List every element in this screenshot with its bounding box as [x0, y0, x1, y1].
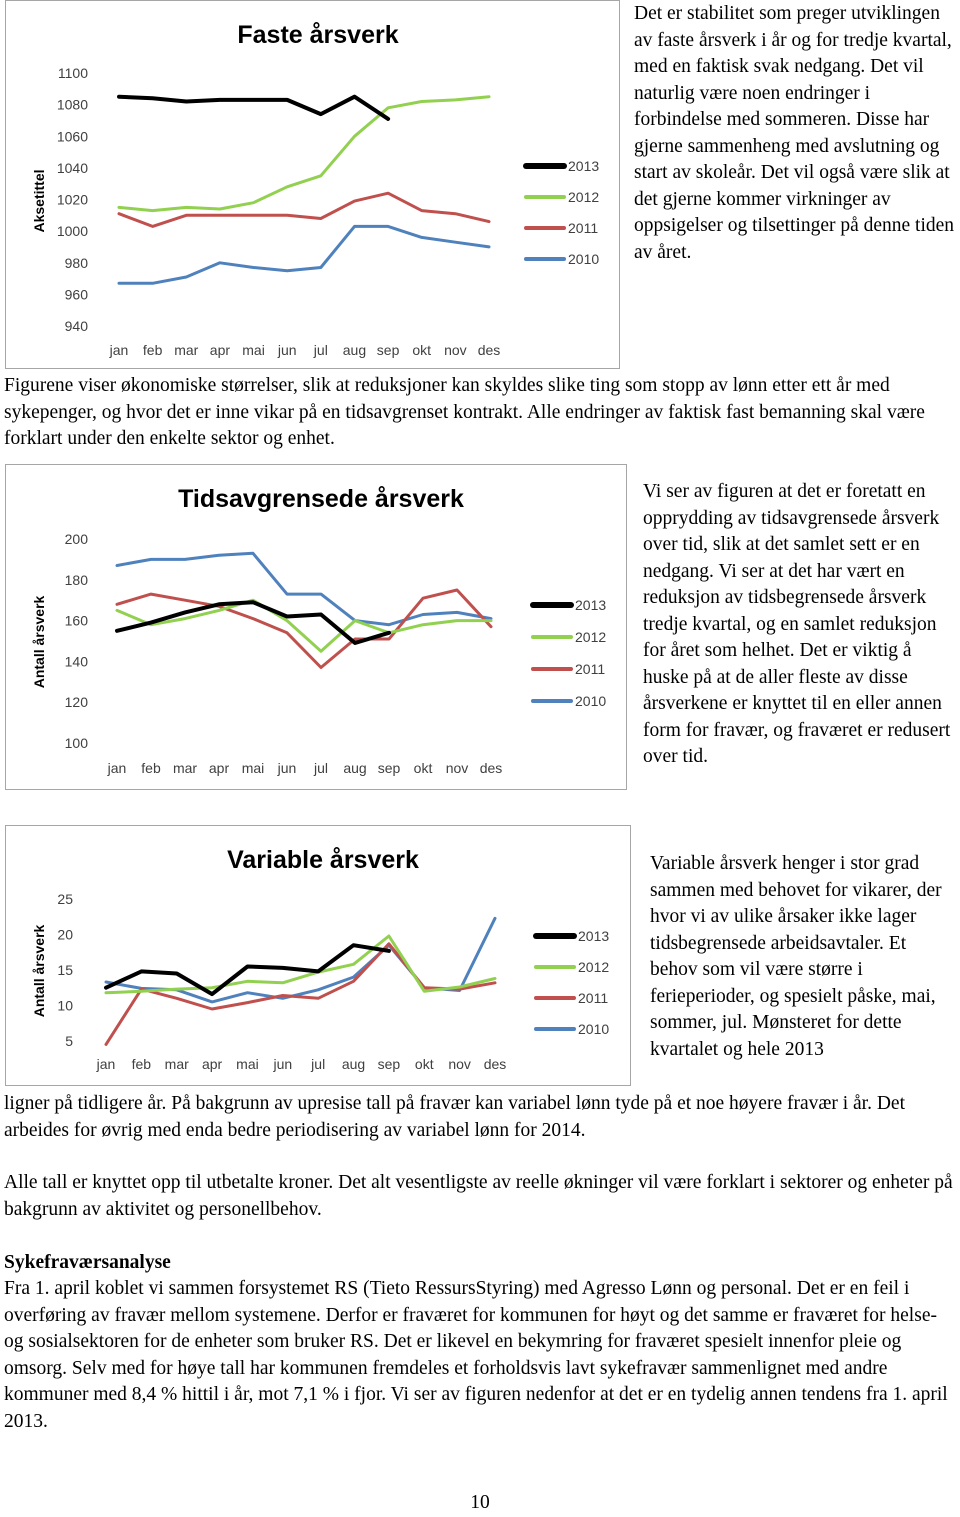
series-line-2013 [119, 97, 388, 119]
x-tick-label: sep [377, 1056, 401, 1072]
sykefravaer-heading: Sykefraværsanalyse [4, 1252, 171, 1273]
x-tick-label: nov [445, 760, 469, 776]
x-tick-label: okt [414, 1056, 434, 1072]
legend-label-2011: 2011 [568, 220, 599, 236]
y-tick-label: 1000 [56, 223, 88, 240]
var-side-text: Variable årsverk henger i stor grad sammen med behovet for vikarer, der hvor vi av ulike årsaker ikke lager tidsbegrensede arbeidsavtaler. Et behov som vil være større i ferieperioder, og spesielt påske, mai, sommer, jul. Mønsteret for dette kvartalet og hele 2013 [650, 853, 942, 1060]
figurene-paragraph: Figurene viser økonomiske størrelser, slik at reduksjoner kan skyldes slike ting som stopp av lønn etter ett år med sykepenger, og hvor det er inne vikar på en tidsavgrenset kontrakt. Alle endringer av faktisk fast bemanning skal være forklart under den enkelte sektor og enhet. [4, 375, 925, 449]
y-axis-label: Antall årsverk [31, 924, 47, 1018]
y-tick-label: 960 [64, 286, 88, 303]
x-tick-label: feb [141, 760, 161, 776]
y-axis-label: Antall årsverk [31, 595, 47, 689]
legend-label-2011: 2011 [575, 661, 606, 677]
series-line-2013 [106, 945, 389, 994]
x-tick-label: des [483, 1056, 507, 1072]
x-tick-label: jan [96, 1056, 116, 1072]
x-tick-label: mar [174, 342, 199, 358]
chart-title: Variable årsverk [227, 846, 419, 874]
x-tick-label: jun [277, 760, 297, 776]
x-tick-label: feb [131, 1056, 152, 1072]
x-tick-label: okt [412, 342, 432, 358]
legend-label-2010: 2010 [568, 251, 600, 267]
y-tick-label: 1080 [56, 96, 88, 113]
x-tick-label: feb [142, 342, 163, 358]
y-tick-label: 180 [64, 571, 88, 588]
x-tick-label: jul [313, 342, 328, 358]
y-tick-label: 25 [57, 891, 73, 908]
chart-tidsavgrensede-svg [6, 465, 626, 789]
x-tick-label: aug [341, 1056, 366, 1072]
x-tick-label: okt [413, 760, 433, 776]
series-line-2011 [117, 590, 491, 668]
y-tick-label: 1020 [56, 191, 88, 208]
y-tick-label: 100 [64, 735, 88, 751]
y-tick-label: 1100 [57, 65, 88, 81]
alle-tall-paragraph: Alle tall er knyttet opp til utbetalte kroner. Det alt vesentligste av reelle økninger vil være forklart i sektorer og enheter på bakgrunn av aktivitet og personellbehov. [4, 1172, 953, 1220]
x-tick-label: des [479, 760, 503, 776]
sykefravaer-paragraph: Fra 1. april koblet vi sammen forsystemet RS (Tieto RessursStyring) med Agresso Lønn og personal. Det er en feil i overføring av fravær mellom systemene. Derfor er fraværet for kommunen for høyt og det samme er fraværet for helse- og sosialsektoren for de enheter som bruker RS. Det er likevel en bekymring for fraværet spesielt innenfor pleie og omsorg. Selv med for høye tall har kommunen fremdeles et forholdsvis lavt sykefravær sammenlignet med andre kommuner med 8,4 % hittil i år, mot 7,1 % i fjor. Vi ser av figuren nedenfor at det er en tydelig annen tendens fra 1. april 2013. [4, 1278, 948, 1432]
x-tick-label: mai [242, 342, 265, 358]
chart-variable-arsverk [5, 825, 631, 1086]
legend-label-2010: 2010 [578, 1021, 610, 1037]
x-tick-label: jan [107, 760, 127, 776]
x-tick-label: sep [376, 342, 400, 358]
x-tick-label: des [477, 342, 501, 358]
tids-side-text: Vi ser av figuren at det er foretatt en opprydding av tidsavgrensede årsverk over tid, slik at det samlet sett er en nedgang. Vi ser at det har vært en reduksjon av tidsbegrensede årsverk tredje kvartal, og en samlet reduksjon for året som helhet. Det er viktig å huske på at de aller fleste av disse årsverkene er knyttet til en eller annen form for fravær, og fraværet er redusert over tid. [643, 481, 951, 767]
x-tick-label: nov [444, 342, 467, 358]
legend-label-2012: 2012 [568, 189, 600, 205]
chart-title: Faste årsverk [237, 21, 399, 49]
legend-label-2013: 2013 [578, 928, 610, 944]
x-tick-label: sep [377, 760, 401, 776]
y-tick-label: 15 [57, 962, 73, 978]
chart-faste-arsverk [5, 0, 620, 369]
chart-tidsavgrensede-arsverk [5, 464, 627, 790]
series-line-2013 [117, 602, 389, 643]
y-tick-label: 10 [57, 997, 73, 1014]
x-tick-label: apr [208, 760, 230, 776]
x-tick-label: jan [109, 342, 129, 358]
x-tick-label: mai [241, 760, 265, 776]
x-tick-label: jul [311, 1056, 326, 1072]
chart-variable-svg [6, 826, 630, 1085]
y-tick-label: 940 [64, 318, 88, 334]
legend-label-2011: 2011 [578, 990, 609, 1006]
chart-faste-svg [6, 1, 619, 368]
y-tick-label: 5 [65, 1032, 73, 1049]
x-tick-label: apr [209, 342, 231, 358]
x-tick-label: jun [277, 342, 297, 358]
legend-label-2013: 2013 [568, 158, 600, 174]
series-line-2012 [106, 936, 495, 993]
series-line-2010 [119, 226, 489, 283]
y-axis-label: Aksetittel [31, 169, 47, 233]
x-tick-label: apr [201, 1056, 223, 1072]
y-tick-label: 200 [64, 531, 88, 547]
legend-label-2010: 2010 [575, 693, 607, 709]
y-tick-label: 160 [64, 612, 88, 629]
x-tick-label: nov [448, 1056, 471, 1072]
var-continued-paragraph: ligner på tidligere år. På bakgrunn av upresise tall på fravær kan variabel lønn tyde på et noe høyere fravær i år. Det arbeides for øvrig med enda bedre periodisering av variabel lønn for 2014. [4, 1093, 906, 1141]
legend-label-2012: 2012 [575, 629, 607, 645]
legend-label-2012: 2012 [578, 959, 610, 975]
series-line-2012 [119, 97, 489, 211]
x-tick-label: mar [172, 760, 198, 776]
x-tick-label: mai [236, 1056, 259, 1072]
x-tick-label: jul [313, 760, 329, 776]
page-number: 10 [470, 1492, 490, 1513]
y-tick-label: 120 [64, 694, 88, 711]
y-tick-label: 980 [64, 254, 88, 271]
legend-label-2013: 2013 [575, 597, 607, 613]
faste-side-text: Det er stabilitet som preger utviklingen av faste årsverk i år og for tredje kvartal, med en faktisk svak nedgang. Det vil naturlig være noen endringer i forbindelse med sommeren. Disse har gjerne sammenheng med avslutning og start av skoleår. Det vil også være slik at det gjerne kommer virkninger av oppsigelser og tilsettinger på denne tiden av året. [634, 3, 955, 263]
series-line-2012 [117, 600, 491, 651]
x-tick-label: mar [164, 1056, 189, 1072]
x-tick-label: jun [273, 1056, 293, 1072]
x-tick-label: aug [342, 342, 367, 358]
y-tick-label: 20 [57, 926, 73, 943]
x-tick-label: aug [343, 760, 367, 776]
y-tick-label: 140 [64, 653, 88, 670]
chart-title: Tidsavgrensede årsverk [178, 485, 464, 513]
y-tick-label: 1040 [56, 159, 88, 176]
y-tick-label: 1060 [56, 128, 88, 145]
